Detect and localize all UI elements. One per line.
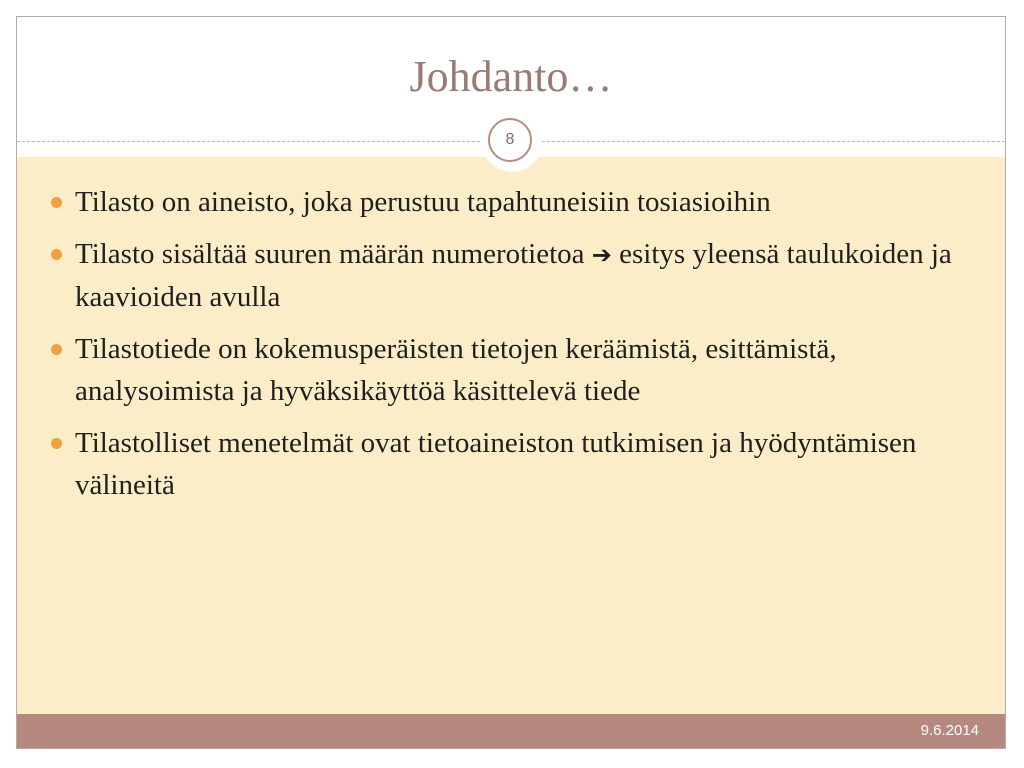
bullet-text-after: esitys yleensä taulukoiden ja kaavioiden avulla bbox=[75, 238, 952, 313]
bullet-list bbox=[51, 181, 991, 516]
bullet-item bbox=[51, 181, 991, 223]
page-number: 8 bbox=[488, 118, 532, 162]
slide-frame bbox=[16, 16, 1006, 749]
bullet-item bbox=[51, 422, 991, 506]
footer-date: 9.6.2014 bbox=[920, 722, 979, 739]
bullet-text-before: Tilasto sisältää suuren määrän numerotietoa bbox=[75, 238, 592, 270]
bullet-dot-icon bbox=[51, 249, 62, 260]
bullet-dot-icon bbox=[51, 197, 62, 208]
bullet-text: Tilasto on aineisto, joka perustuu tapahtuneisiin tosiasioihin bbox=[75, 186, 771, 218]
footer-bar bbox=[17, 714, 1005, 748]
slide-title: Johdanto… bbox=[409, 52, 613, 101]
page-number-badge bbox=[483, 113, 541, 171]
bullet-text: Tilastolliset menetelmät ovat tietoaineiston tutkimisen ja hyödyntämisen välineitä bbox=[75, 427, 917, 501]
bullet-item bbox=[51, 328, 991, 412]
right-arrow-icon: ➔ bbox=[591, 241, 612, 269]
bullet-text: Tilastotiede on kokemusperäisten tietojen keräämistä, esittämistä, analysoimista ja hyväksikäyttöä käsittelevä tiede bbox=[75, 333, 837, 407]
bullet-dot-icon bbox=[51, 344, 62, 355]
bullet-item bbox=[51, 233, 991, 318]
bullet-dot-icon bbox=[51, 438, 62, 449]
